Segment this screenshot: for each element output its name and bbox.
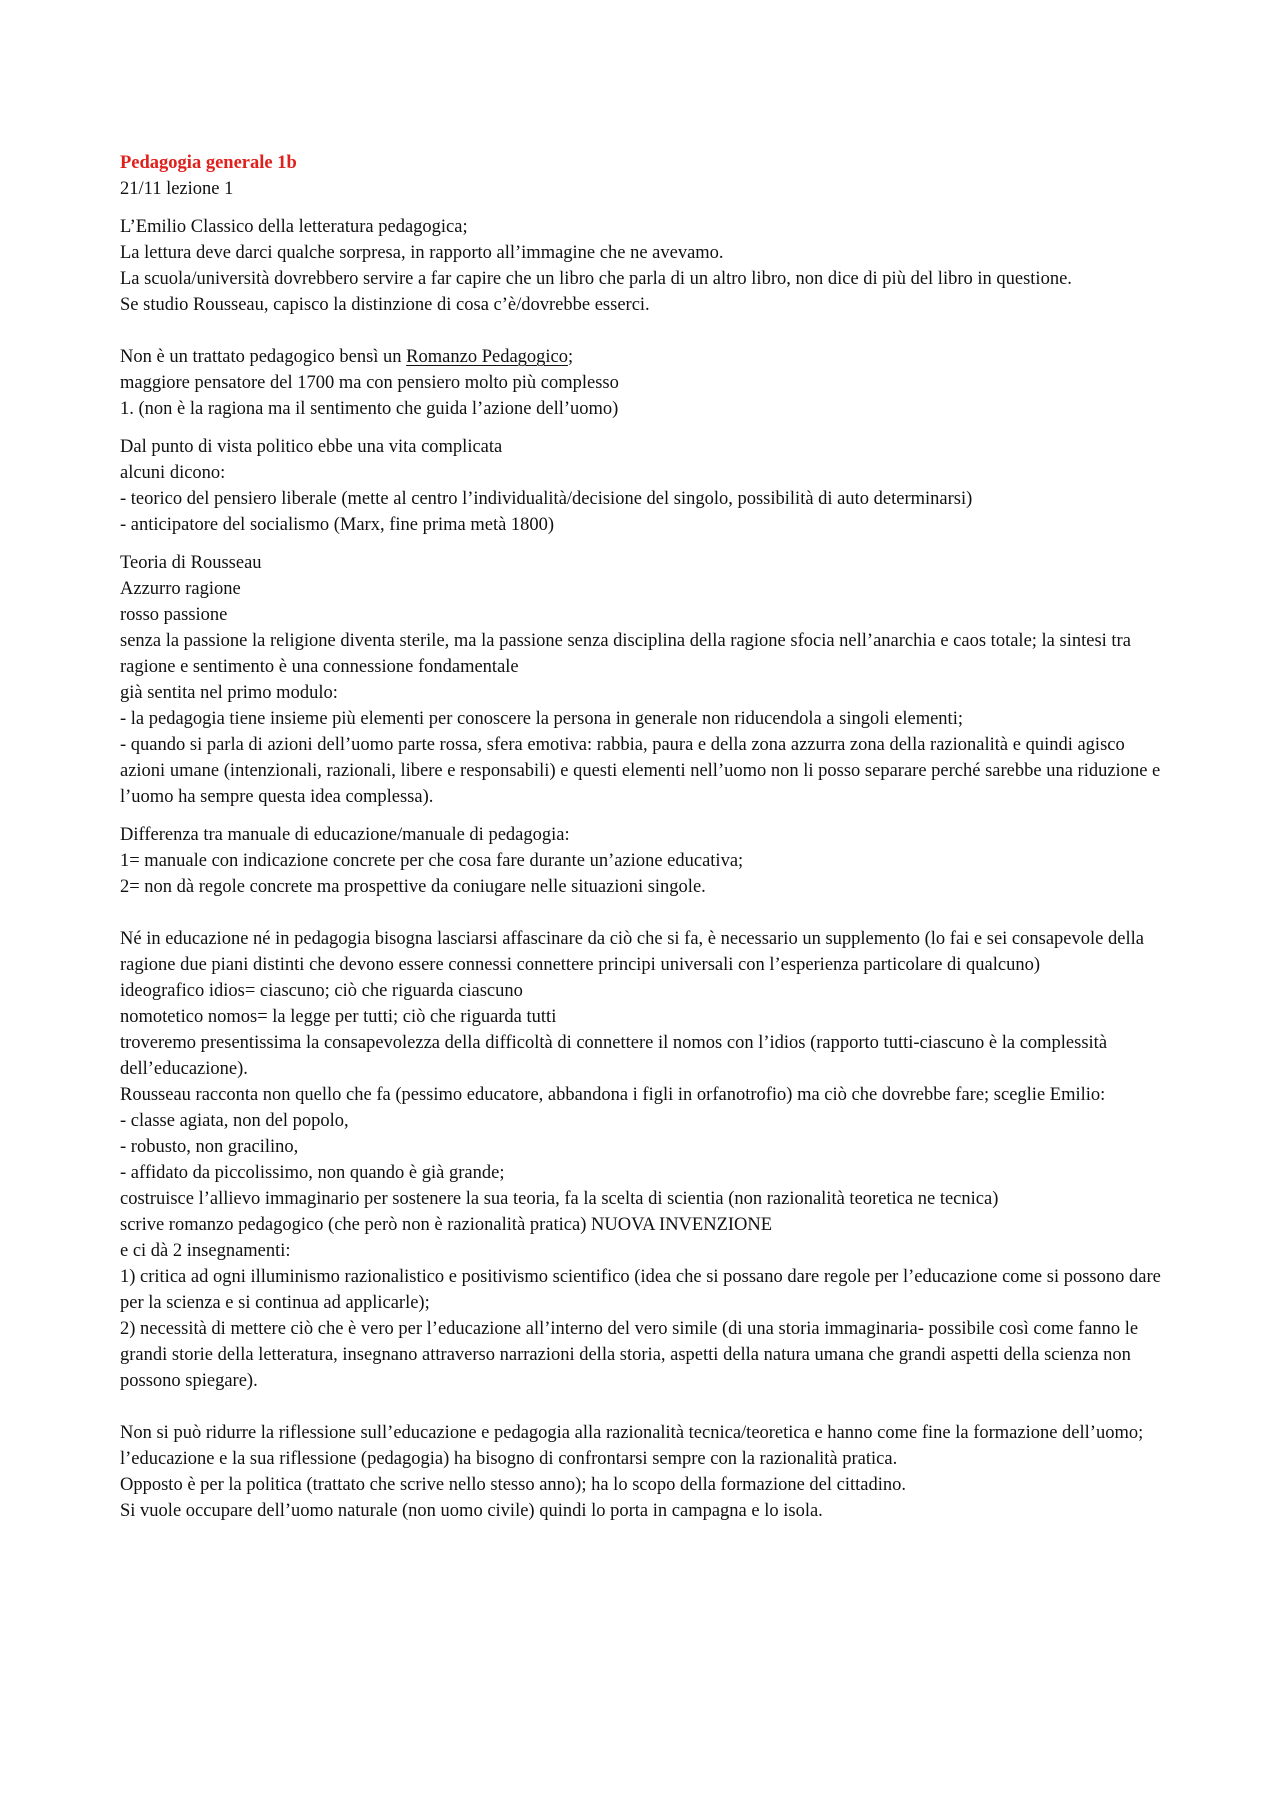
paragraph-line: Si vuole occupare dell’uomo naturale (non uomo civile) quindi lo porta in campagna e lo isola. [120, 1501, 823, 1521]
paragraph-line: L’Emilio Classico della letteratura pedagogica; [120, 217, 468, 237]
paragraph-line: Rousseau racconta non quello che fa (pessimo educatore, abbandona i figli in orfanotrofio) ma ciò che dovrebbe fare; sceglie Emilio: [120, 1085, 1106, 1105]
paragraph-line: e ci dà 2 insegnamenti: [120, 1241, 291, 1261]
romanzo-pedagogico-underlined: Romanzo Pedagogico [406, 347, 569, 367]
list-item: 2= non dà regole concrete ma prospettive da coniugare nelle situazioni singole. [120, 877, 706, 897]
paragraph-line: Non si può ridurre la riflessione sull’educazione e pedagogia alla razionalità tecnica/teoretica e hanno come fine la formazione dell’uomo; l’educazione e la sua riflessione (pedagogia) ha bisogno di confrontarsi sempre con la razionalità pratica. [120, 1423, 1144, 1469]
paragraph-line: Azzurro ragione [120, 579, 241, 599]
paragraph-line: senza la passione la religione diventa sterile, ma la passione senza disciplina della ragione sfocia nell’anarchia e caos totale; la sintesi tra ragione e sentimento è una connessione fondamentale [120, 631, 1131, 677]
section-intro [120, 214, 1165, 318]
list-item: - anticipatore del socialismo (Marx, fine prima metà 1800) [120, 515, 555, 535]
section-teoria [120, 550, 1165, 810]
paragraph-line: costruisce l’allievo immaginario per sostenere la sua teoria, fa la scelta di scientia (non razionalità teoretica ne tecnica) [120, 1189, 999, 1209]
list-item: - classe agiata, non del popolo, [120, 1111, 349, 1131]
list-item: - la pedagogia tiene insieme più elementi per conoscere la persona in generale non riducendola a singoli elementi; [120, 709, 963, 729]
paragraph-line: Differenza tra manuale di educazione/manuale di pedagogia: [120, 825, 570, 845]
paragraph-line: Opposto è per la politica (trattato che scrive nello stesso anno); ha lo scopo della formazione del cittadino. [120, 1475, 906, 1495]
list-item: 1) critica ad ogni illuminismo razionalistico e positivismo scientifico (idea che si possano dare regole per l’educazione come si possono dare per la scienza e si continua ad applicarle); [120, 1267, 1161, 1313]
section-trattato [120, 344, 1165, 422]
paragraph-line: La lettura deve darci qualche sorpresa, in rapporto all’immagine che ne avevamo. [120, 243, 724, 263]
trattato-prefix: Non è un trattato pedagogico bensì un [120, 347, 407, 367]
section-educazione [120, 926, 1165, 1394]
list-item: - teorico del pensiero liberale (mette al centro l’individualità/decisione del singolo, possibilità di auto determinarsi) [120, 489, 973, 509]
list-item: - affidato da piccolissimo, non quando è già grande; [120, 1163, 505, 1183]
paragraph-line: La scuola/università dovrebbero servire a far capire che un libro che parla di un altro libro, non dice di più del libro in questione. [120, 269, 1072, 289]
section-politico [120, 434, 1165, 538]
list-item: 1= manuale con indicazione concrete per che cosa fare durante un’azione educativa; [120, 851, 744, 871]
list-item: - quando si parla di azioni dell’uomo parte rossa, sfera emotiva: rabbia, paura e della zona azzurra zona della razionalità e quindi agisco azioni umane (intenzionali, razionali, libere e responsabili) e questi elementi nell’uomo non li posso separare perché sarebbe una riduzione e l’uomo ha sempre questa idea complessa). [120, 735, 1161, 807]
paragraph-line: Teoria di Rousseau [120, 553, 262, 573]
paragraph-line: maggiore pensatore del 1700 ma con pensiero molto più complesso [120, 373, 619, 393]
section-conclusione [120, 1420, 1165, 1524]
paragraph-line: scrive romanzo pedagogico (che però non è razionalità pratica) NUOVA INVENZIONE [120, 1215, 773, 1235]
paragraph-line: troveremo presentissima la consapevolezza della difficoltà di connettere il nomos con l’idios (rapporto tutti-ciascuno è la complessità dell’educazione). [120, 1033, 1108, 1079]
list-item: 2) necessità di mettere ciò che è vero per l’educazione all’interno del vero simile (di una storia immaginaria- possibile così come fanno le grandi storie della letteratura, insegnano attraverso narrazioni della storia, aspetti della natura umana che grandi aspetti della scienza non possono spiegare). [120, 1319, 1139, 1391]
paragraph-line: 1. (non è la ragiona ma il sentimento che guida l’azione dell’uomo) [120, 399, 619, 419]
section-manuali [120, 822, 1165, 900]
paragraph-line: rosso passione [120, 605, 228, 625]
list-item: - robusto, non gracilino, [120, 1137, 299, 1157]
paragraph-line: nomotetico nomos= la legge per tutti; ciò che riguarda tutti [120, 1007, 557, 1027]
document-title: Pedagogia generale 1b [120, 153, 297, 173]
paragraph-line: ideografico idios= ciascuno; ciò che riguarda ciascuno [120, 981, 523, 1001]
paragraph-line: alcuni dicono: [120, 463, 226, 483]
trattato-suffix: ; [568, 347, 574, 367]
paragraph-line [120, 344, 1165, 370]
document-page [120, 150, 1165, 1524]
date-line: 21/11 lezione 1 [120, 179, 234, 199]
paragraph-line: già sentita nel primo modulo: [120, 683, 338, 703]
paragraph-line: Né in educazione né in pedagogia bisogna lasciarsi affascinare da ciò che si fa, è necessario un supplemento (lo fai e sei consapevole della ragione due piani distinti che devono essere connessi connettere principi universali con l’esperienza particolare di qualcuno) [120, 929, 1144, 975]
paragraph-line: Se studio Rousseau, capisco la distinzione di cosa c’è/dovrebbe esserci. [120, 295, 650, 315]
paragraph-line: Dal punto di vista politico ebbe una vita complicata [120, 437, 503, 457]
